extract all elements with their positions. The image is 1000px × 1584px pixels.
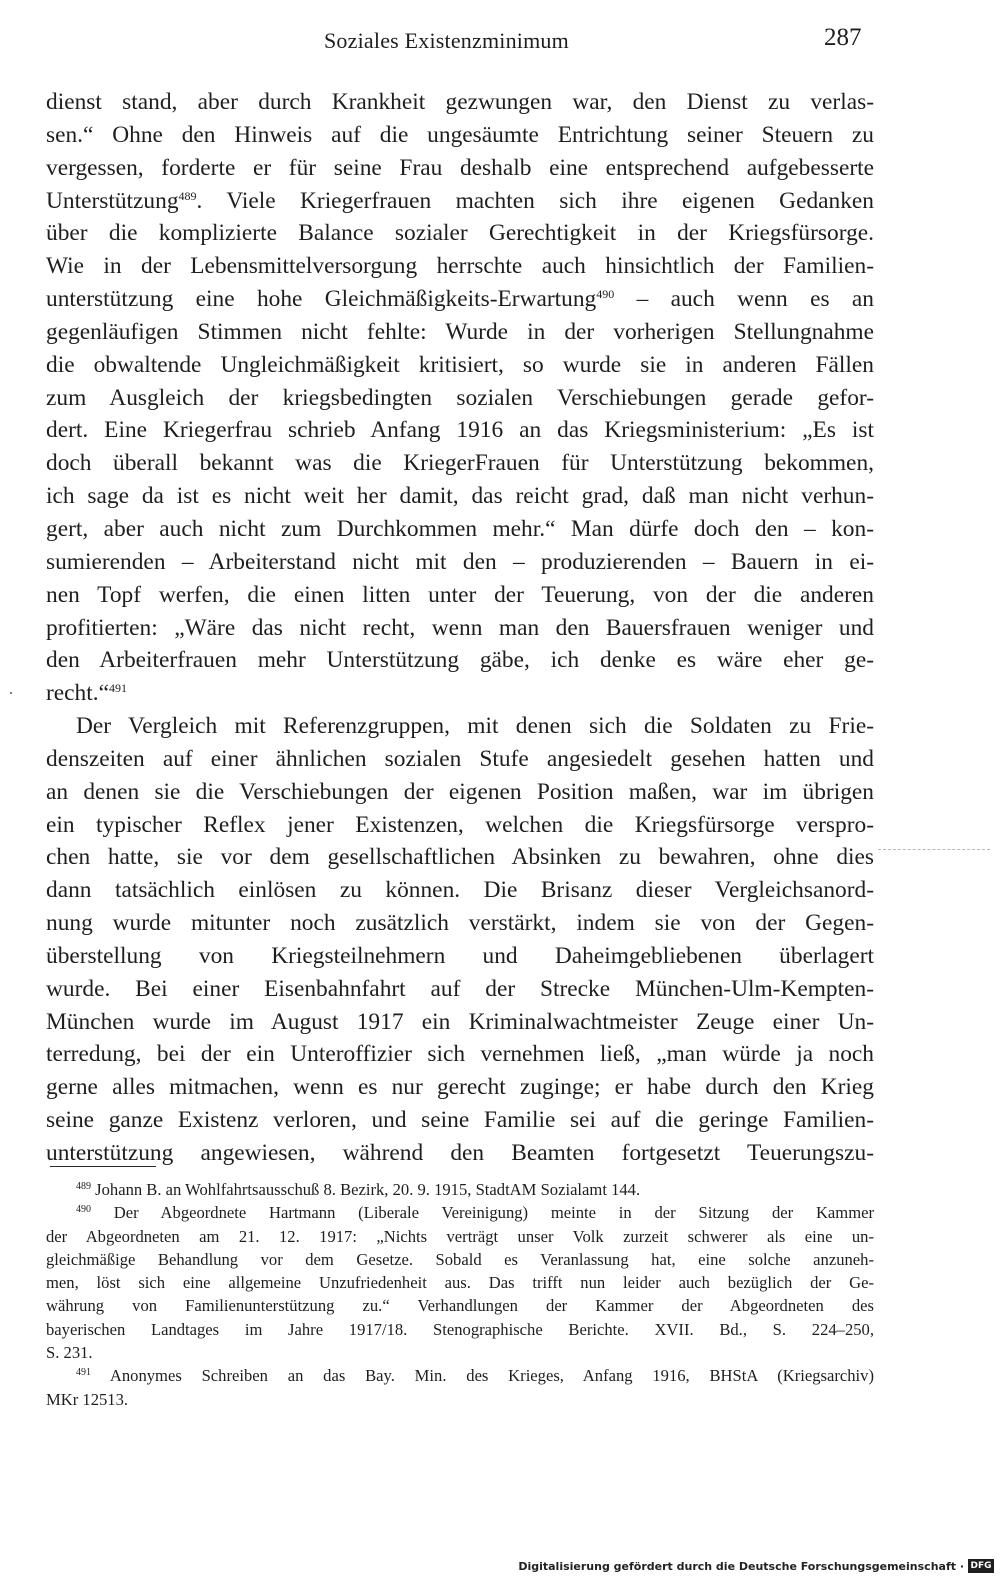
body-line <box>46 283 874 316</box>
body-line <box>46 907 874 940</box>
body-line <box>46 612 874 645</box>
line-text: vergessen, forderte er für seine Frau deshalb eine entsprechend aufgebesserte <box>46 154 874 181</box>
page-number: 287 <box>824 24 862 51</box>
footnote-line <box>46 1271 874 1294</box>
line-text: München wurde im August 1917 ein Kriminalwachtmeister Zeuge einer Un- <box>46 1008 874 1035</box>
line-text: seine ganze Existenz verloren, und seine Familie sei auf die geringe Familien- <box>46 1107 874 1134</box>
footnote-line <box>46 1318 874 1341</box>
footnote-line <box>46 1178 874 1201</box>
line-text: dann tatsächlich einlösen zu können. Die Brisanz dieser Vergleichsanord- <box>46 877 874 904</box>
footnote-reference: 490 <box>596 287 615 302</box>
body-line <box>46 250 874 283</box>
line-text: den Arbeiterfrauen mehr Unterstützung gäbe, ich denke es wäre eher ge- <box>46 647 874 674</box>
line-text: ich sage da ist es nicht weit her damit, das reicht grad, daß man nicht verhun- <box>46 483 874 510</box>
line-text: dienst stand, aber durch Krankheit gezwungen war, den Dienst zu verlas- <box>46 89 874 115</box>
body-text <box>46 86 874 1170</box>
line-text: sen.“ Ohne den Hinweis auf die ungesäumte Entrichtung seiner Steuern zu <box>46 121 874 148</box>
line-text: gegenläufigen Stimmen nicht fehlte: Wurde in der vorherigen Stellungnahme <box>46 318 874 345</box>
footnote-separator <box>50 1166 156 1167</box>
line-text: doch überall bekannt was die KriegerFrauen für Unterstützung bekommen, <box>46 450 874 477</box>
body-line <box>46 1006 874 1039</box>
line-text: überstellung von Kriegsteilnehmern und Daheimgebliebenen überlagert <box>46 942 874 969</box>
line-text: dert. Eine Kriegerfrau schrieb Anfang 1916 an das Kriegsministerium: „Es ist <box>46 417 874 444</box>
line-text: chen hatte, sie vor dem gesellschaftlichen Absinken zu bewahren, ohne dies <box>46 844 874 871</box>
line-text: Anonymes Schreiben an das Bay. Min. des Krieges, Anfang 1916, BHStA (Kriegsarchiv) <box>91 1366 874 1386</box>
footnote-reference: 490 <box>76 1204 91 1216</box>
footnote-reference: 491 <box>108 681 127 696</box>
line-text: Johann B. an Wohlfahrtsausschuß 8. Bezirk, 20. 9. 1915, StadtAM Sozialamt 144. <box>91 1180 641 1199</box>
line-text: unterstützung angewiesen, während den Beamten fortgesetzt Teuerungszu- <box>46 1140 874 1166</box>
line-text: gleichmäßige Behandlung vor dem Gesetze. Sobald es Veranlassung hat, eine solche anzuneh- <box>46 1249 874 1269</box>
line-text: gert, aber auch nicht zum Durchkommen mehr.“ Man dürfe doch den – kon- <box>46 515 874 542</box>
body-line <box>46 316 874 349</box>
line-text: zum Ausgleich der kriegsbedingten sozialen Verschiebungen gerade gefor- <box>46 384 874 411</box>
line-text: MKr 12513. <box>46 1389 129 1409</box>
dfg-logo: DFG <box>968 1559 994 1573</box>
line-text: der Abgeordneten am 21. 12. 1917: „Nichts verträgt unser Volk zurzeit schwerer als eine un- <box>46 1226 874 1246</box>
line-text: nung wurde mitunter noch zusätzlich verstärkt, indem sie von der Gegen- <box>46 910 874 937</box>
footnote-line <box>46 1201 874 1224</box>
body-line <box>46 447 874 480</box>
body-line <box>46 546 874 579</box>
running-head-title: Soziales Existenzminimum <box>324 28 569 53</box>
body-line <box>46 414 874 447</box>
line-text: Der Abgeordnete Hartmann (Liberale Vereinigung) meinte in der Sitzung der Kammer <box>91 1203 874 1223</box>
body-line <box>46 1038 874 1071</box>
body-line <box>46 579 874 612</box>
line-text: an denen sie die Verschiebungen der eigenen Position maßen, war im übrigen <box>46 778 874 805</box>
footnote-line <box>46 1248 874 1271</box>
body-line <box>46 743 874 776</box>
digitization-credit: Digitalisierung gefördert durch die Deutsche Forschungsgemeinschaft · <box>518 1560 964 1573</box>
body-line <box>46 940 874 973</box>
line-text: . Viele Kriegerfrauen machten sich ihre eigenen Gedanken <box>196 187 874 214</box>
body-line <box>46 382 874 415</box>
body-line <box>46 841 874 874</box>
scan-dot-artifact <box>10 692 12 694</box>
line-text: währung von Familienunterstützung zu.“ Verhandlungen der Kammer der Abgeordneten des <box>46 1296 874 1316</box>
body-line <box>46 710 874 743</box>
line-text: Unterstützung <box>46 187 179 214</box>
body-line <box>46 874 874 907</box>
line-text: unterstützung eine hohe Gleichmäßigkeits-Erwartung <box>46 286 597 313</box>
body-line <box>46 119 874 152</box>
line-text: wurde. Bei einer Eisenbahnfahrt auf der Strecke München-Ulm-Kempten- <box>46 975 874 1002</box>
line-text: men, löst sich eine allgemeine Unzufriedenheit aus. Das trifft nun leider auch bezüglich der Ge- <box>46 1273 874 1293</box>
line-text: terredung, bei der ein Unteroffizier sich vernehmen ließ, „man würde ja noch <box>46 1041 874 1068</box>
body-line <box>46 480 874 513</box>
line-text: Wie in der Lebensmittelversorgung herrschte auch hinsichtlich der Familien- <box>46 253 874 280</box>
footnote-line <box>46 1388 874 1411</box>
line-text: denszeiten auf einer ähnlichen sozialen Stufe angesiedelt gesehen hatten und <box>46 745 874 772</box>
body-line <box>46 1137 874 1170</box>
body-line <box>46 776 874 809</box>
footnote-reference: 489 <box>178 188 197 203</box>
line-text: gerne alles mitmachen, wenn es nur gerecht zuginge; er habe durch den Krieg <box>46 1074 874 1101</box>
body-line <box>46 349 874 382</box>
line-text: ein typischer Reflex jener Existenzen, welchen die Kriegsfürsorge verspro- <box>46 811 874 838</box>
line-text: sumierenden – Arbeiterstand nicht mit den – produzierenden – Bauern in ei- <box>46 548 874 575</box>
line-text: recht.“ <box>46 680 109 707</box>
footnotes <box>46 1178 874 1411</box>
line-text: S. 231. <box>46 1343 93 1363</box>
line-text: – auch wenn es an <box>614 286 874 313</box>
footnote-reference: 491 <box>76 1367 91 1379</box>
running-head <box>0 22 1000 62</box>
body-line <box>46 644 874 677</box>
footnote-reference: 489 <box>76 1181 91 1192</box>
line-text: Der Vergleich mit Referenzgruppen, mit denen sich die Soldaten zu Frie- <box>76 713 874 740</box>
body-line <box>46 86 874 119</box>
footnote-line <box>46 1341 874 1364</box>
line-text: die obwaltende Ungleichmäßigkeit kritisiert, so wurde sie in anderen Fällen <box>46 351 874 378</box>
body-line <box>46 185 874 218</box>
body-line <box>46 973 874 1006</box>
line-text: nen Topf werfen, die einen litten unter der Teuerung, von der die anderen <box>46 581 874 608</box>
body-line <box>46 809 874 842</box>
body-line <box>46 217 874 250</box>
footnote-line <box>46 1294 874 1317</box>
footnote-line <box>46 1225 874 1248</box>
line-text: bayerischen Landtages im Jahre 1917/18. Stenographische Berichte. XVII. Bd., S. 224–250, <box>46 1319 874 1339</box>
body-line <box>46 677 874 710</box>
body-line <box>46 152 874 185</box>
footnote-line <box>46 1364 874 1387</box>
scan-dash-artifact <box>878 849 990 850</box>
body-line <box>46 1104 874 1137</box>
body-line <box>46 513 874 546</box>
line-text: über die komplizierte Balance sozialer Gerechtigkeit in der Kriegsfürsorge. <box>46 220 874 247</box>
body-line <box>46 1071 874 1104</box>
line-text: profitierten: „Wäre das nicht recht, wenn man den Bauersfrauen weniger und <box>46 614 874 641</box>
